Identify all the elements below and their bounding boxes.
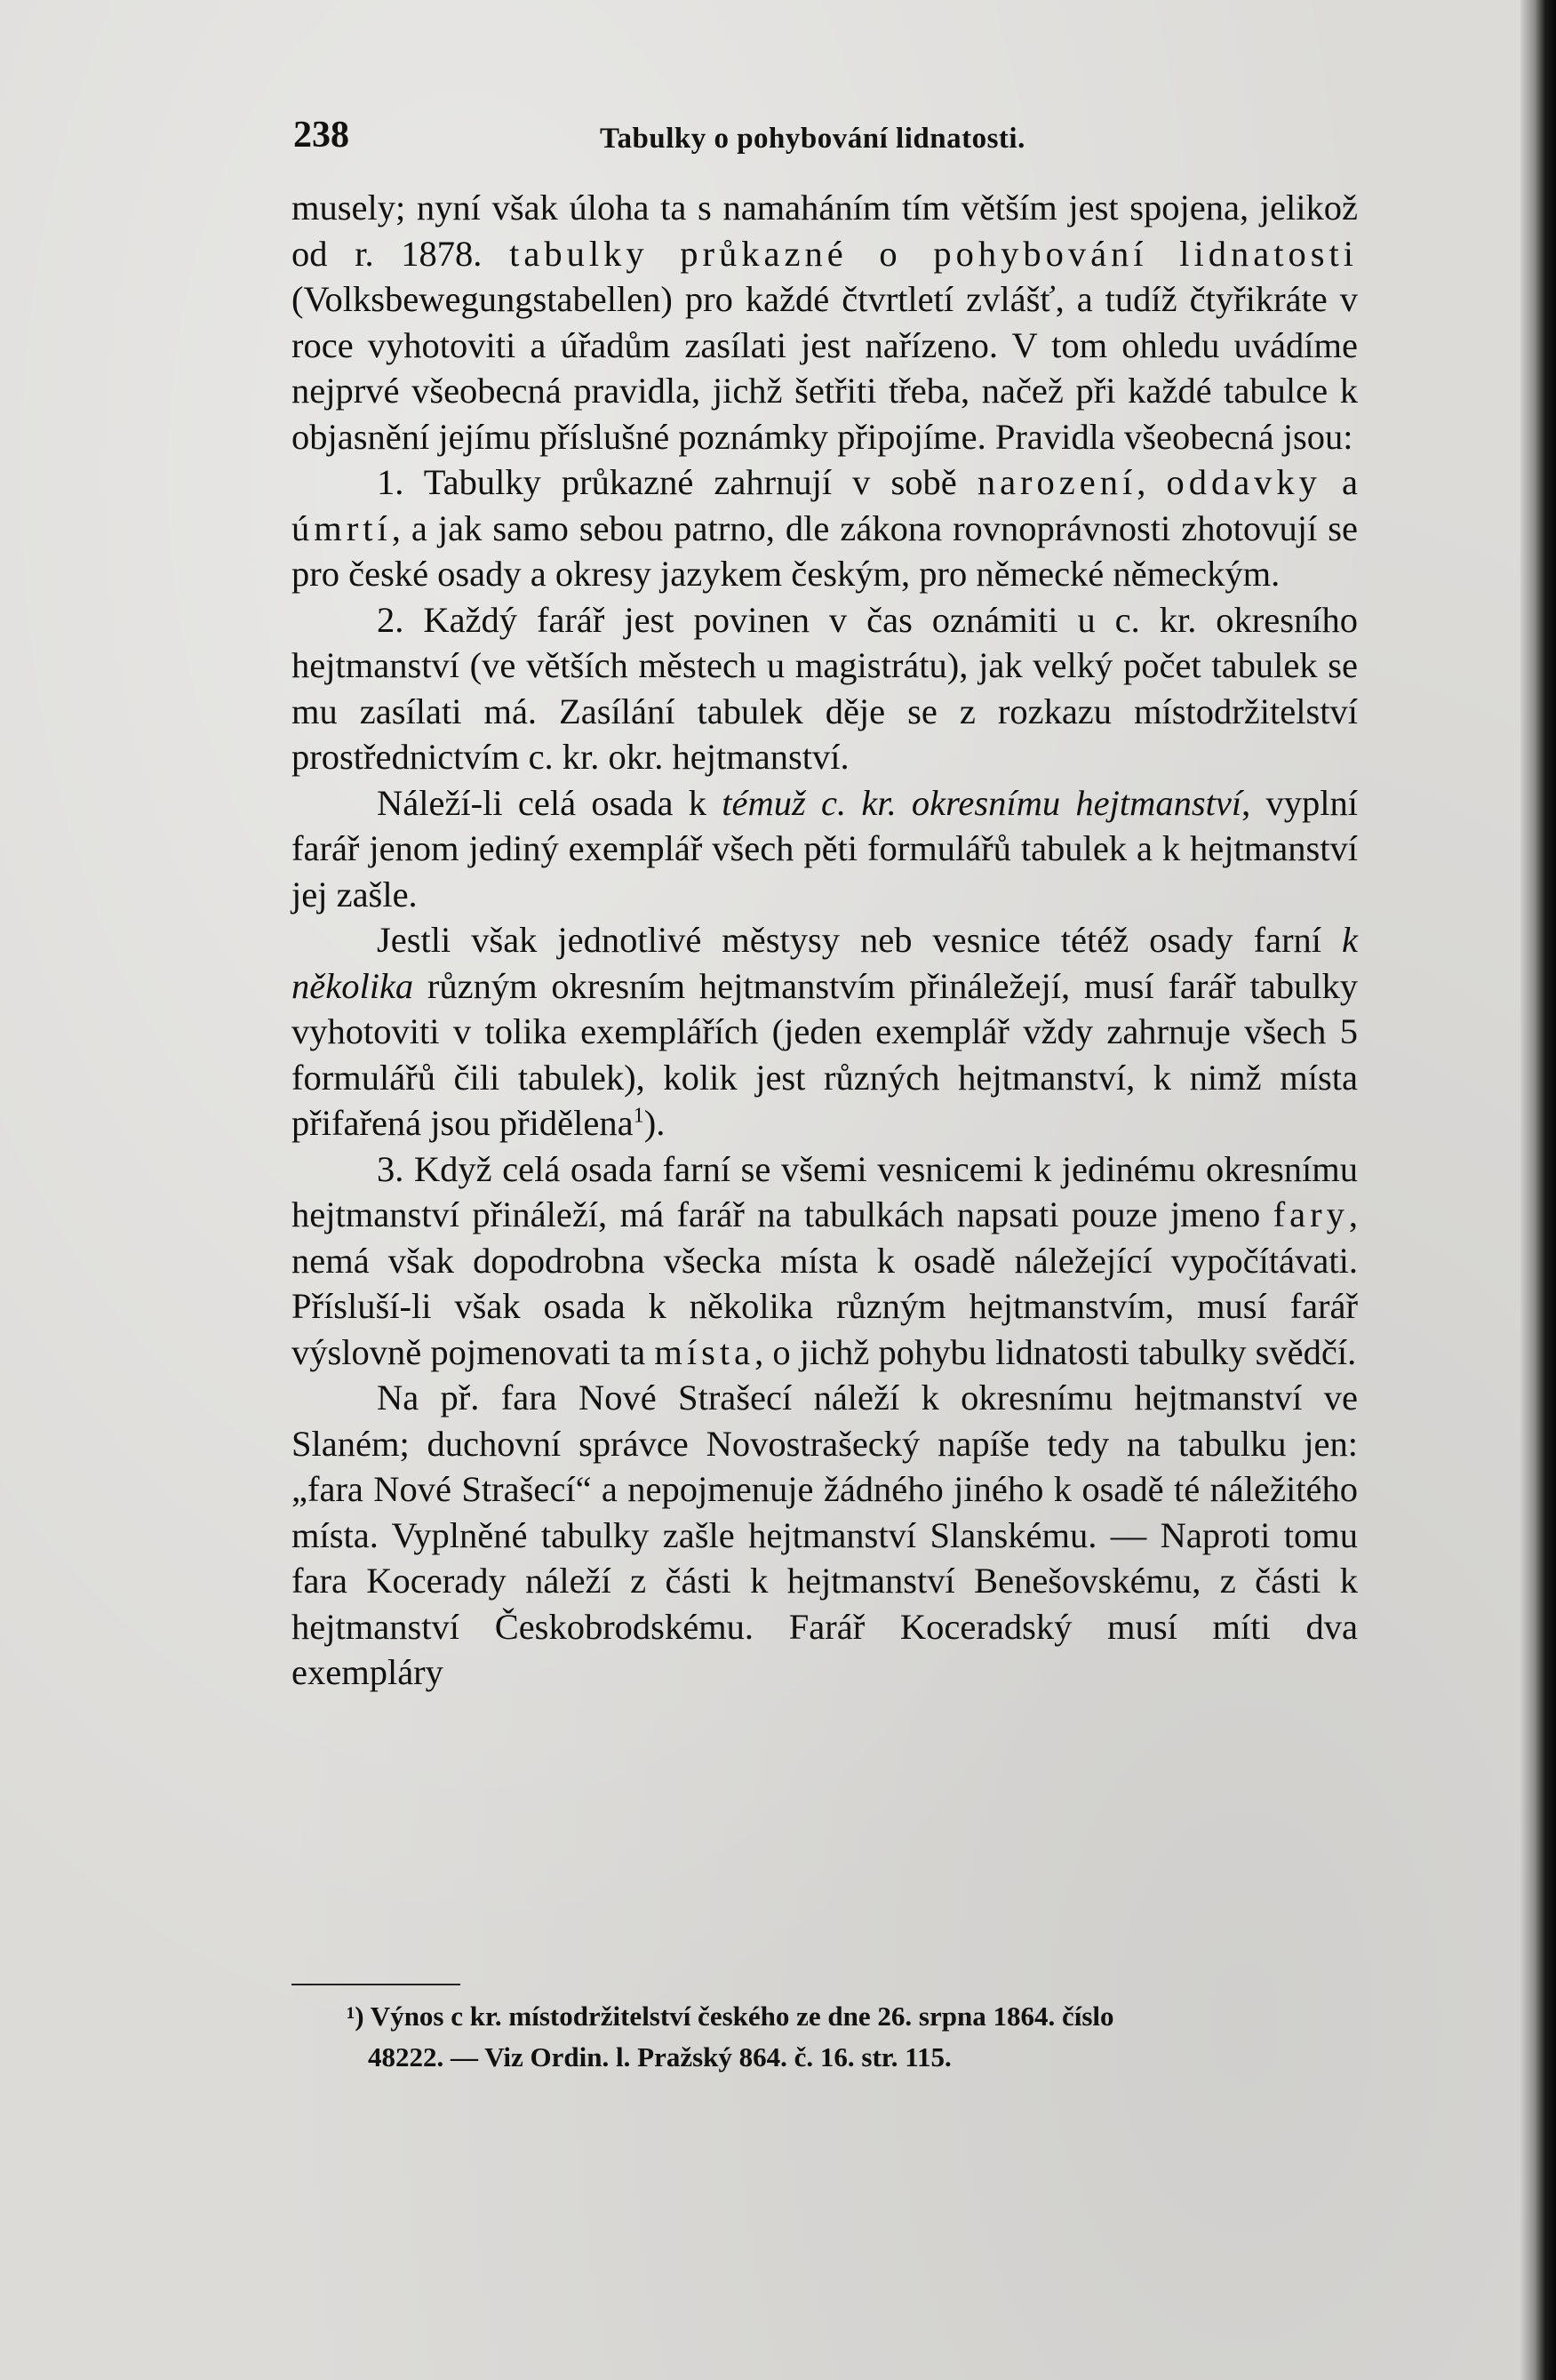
body-text — [291, 185, 1358, 1696]
paragraph-4-text-c: , vyplní farář jenom jediný exemplář všech pěti formulářů tabulek a k hejtmanství jej zašle. — [291, 782, 1358, 914]
term-oddavky: oddavky — [1166, 462, 1321, 502]
term-fary: fary — [1273, 1194, 1349, 1234]
page-number: 238 — [293, 115, 349, 156]
footnote-divider — [291, 1984, 460, 1985]
page-binding-edge — [1520, 0, 1556, 2380]
paragraph-5-italic-term: k několika — [291, 920, 1358, 1006]
paragraph-1-text-a: musely; nyní však úloha ta s namaháním tím větším jest spojena, jelikož od r. 1878. — [291, 188, 1358, 274]
paragraph-5-text-a: Jestli však jednotlivé městysy neb vesnice tétéž osady farní — [377, 920, 1343, 960]
footnote-marker: 1 — [633, 1103, 644, 1128]
paragraph-2-text-a: 1. Tabulky průkazné zahrnují v sobě — [377, 462, 977, 502]
paragraph-1-spaced-term: tabulky průkazné o pohybování lidnatosti — [509, 233, 1358, 274]
running-title: Tabulky o pohybování lidnatosti. — [600, 123, 1025, 155]
paragraph-5 — [291, 917, 1358, 1146]
footnote-line-2: 48222. — Viz Ordin. l. Pražský 864. č. 16. str. 115. — [368, 2041, 952, 2073]
paragraph-6 — [291, 1146, 1358, 1376]
paragraph-6-text-a: 3. Když celá osada farní se všemi vesnicemi k jedinému okresnímu hejtmanství přináleží, má farář na tabulkách napsati pouze jmeno — [291, 1148, 1358, 1234]
page-header — [293, 114, 1360, 167]
paragraph-2 — [291, 459, 1358, 597]
paragraph-1-text-c: (Volksbewegungstabellen) pro každé čtvrtletí zvlášť, a tudíž čtyřikráte v roce vyhotoviti a úřadům zasílati jest nařízeno. V tom ohledu uvádíme nejprvé všeobecná pravidla, jichž šetřiti třeba, načež při každé tabulce k objasnění jejímu příslušné poznámky připojíme. Pravidla všeobecná jsou: — [291, 279, 1358, 457]
paragraph-4-text-a: Náleží-li celá osada k — [377, 782, 722, 823]
paragraph-6-text-e: , o jichž pohybu lidnatosti tabulky svědčí. — [754, 1331, 1357, 1372]
term-umrti: úmrtí — [291, 507, 392, 548]
term-narozeni: narození — [977, 462, 1137, 502]
paragraph-5-text-c: různým okresním hejtmanstvím přináležejí, musí farář tabulky vyhotoviti v tolika exemplářích (jeden exemplář vždy zahrnuje všech 5 formulářů čili tabulek), kolik jest různých hejtmanství, k nimž místa přifařená jsou přidělena — [291, 965, 1358, 1143]
paragraph-4-italic-term: témuž c. kr. okresnímu hejtmanství — [722, 782, 1242, 823]
paragraph-3: 2. Každý farář jest povinen v čas oznámiti u c. kr. okresního hejtmanství (ve větších městech u magistrátu), jak velký počet tabulek se mu zasílati má. Zasílání tabulek děje se z rozkazu místodržitelství prostřednictvím c. kr. okr. hejtmanství. — [291, 599, 1358, 777]
paragraph-2-sep-1: , — [1137, 462, 1167, 502]
paragraph-2-sep-2: a — [1321, 462, 1358, 502]
term-mista: místa — [654, 1331, 755, 1372]
paragraph-6-text-c: , nemá však dopodrobna všecka místa k osadě náležející vypočítávati. Přísluší-li však osada k několika různým hejtmanstvím, musí farář výslovně pojmenovati ta — [291, 1194, 1358, 1372]
paragraph-2-text-g: , a jak samo sebou patrno, dle zákona rovnoprávnosti zhotovují se pro české osady a okresy jazykem českým, pro německé německým. — [291, 507, 1358, 594]
paragraph-7: Na př. fara Nové Strašecí náleží k okresnímu hejtmanství ve Slaném; duchovní správce Novostrašecký napíše tedy na tabulku jen: „fara Nové Strašecí“ a nepojmenuje žádného jiného k osadě té náležitého místa. Vyplněné tabulky zašle hejtmanství Slanskému. — Naproti tomu fara Kocerady náleží z části k hejtmanství Benešovskému, z části k hejtmanství Českobrodskému. Farář Koceradský musí míti dva exempláry — [291, 1378, 1358, 1692]
footnote-line-1: ¹) Výnos c kr. místodržitelství českého ze dne 26. srpna 1864. číslo — [347, 2001, 1114, 2032]
paragraph-4 — [291, 780, 1358, 918]
footnote — [347, 1996, 1360, 2078]
paragraph-1 — [291, 185, 1358, 459]
paragraph-5-text-d: ). — [643, 1103, 666, 1143]
